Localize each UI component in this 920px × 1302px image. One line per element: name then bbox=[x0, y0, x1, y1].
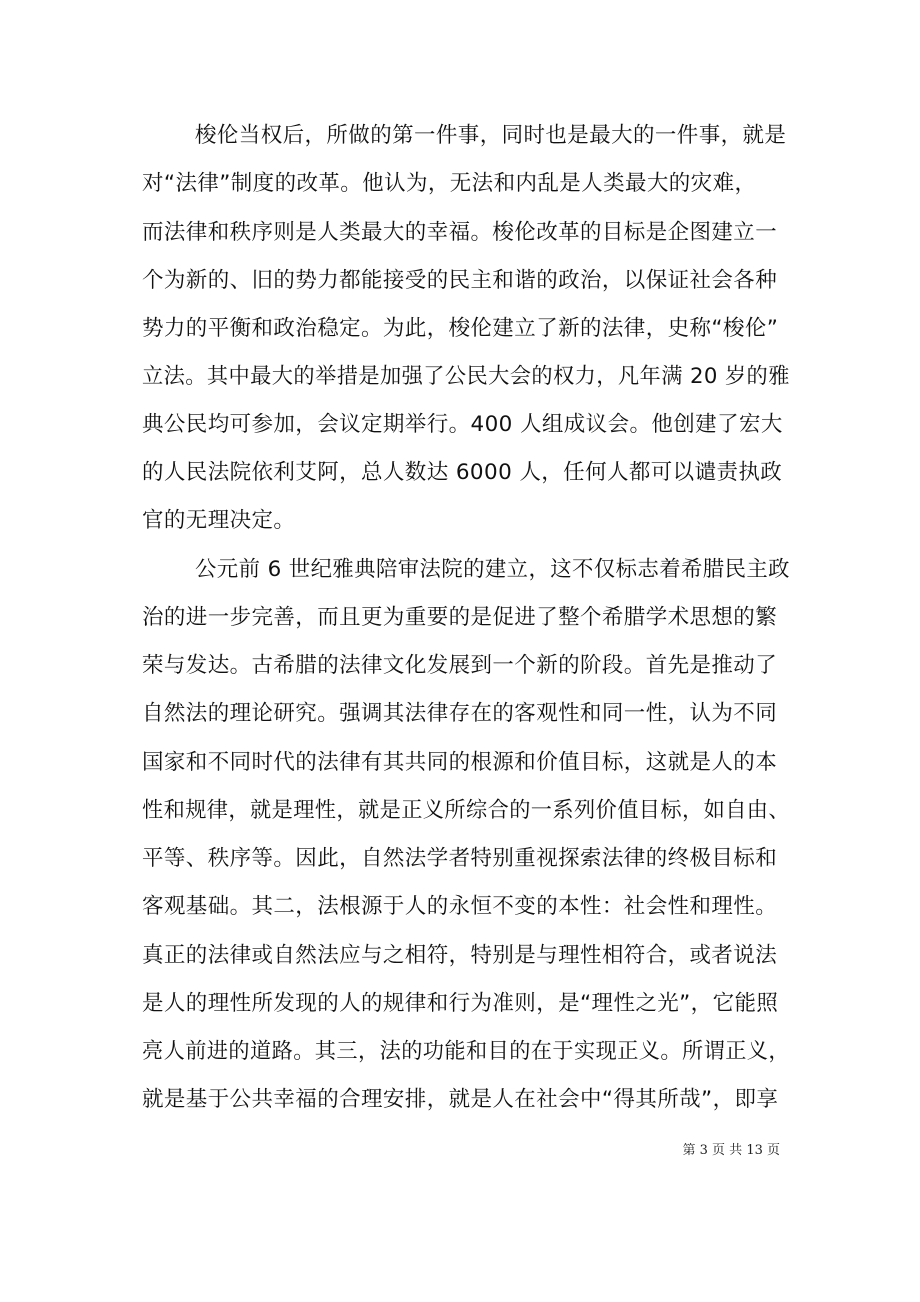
text-line: 平等、秩序等。因此，自然法学者特别重视探索法律的终极目标和 bbox=[142, 846, 778, 871]
text-line: 治的进一步完善，而且更为重要的是促进了整个希腊学术思想的繁 bbox=[142, 605, 778, 630]
text-line: 真正的法律或自然法应与之相符，特别是与理性相符合，或者说法 bbox=[142, 943, 778, 968]
text-line: 是人的理性所发现的人的规律和行为准则，是“理性之光”，它能照 bbox=[142, 991, 779, 1016]
text-line: 亮人前进的道路。其三，法的功能和目的在于实现正义。所谓正义， bbox=[142, 1039, 791, 1064]
text-line: 性和规律，就是理性，就是正义所综合的一系列价值目标，如自由、 bbox=[142, 798, 791, 823]
text-line: 就是基于公共幸福的合理安排，就是人在社会中“得其所哉”，即享 bbox=[142, 1087, 779, 1112]
text-line: 国家和不同时代的法律有其共同的根源和价值目标，这就是人的本 bbox=[142, 750, 778, 775]
text-line: 梭伦当权后，所做的第一件事，同时也是最大的一件事，就是 bbox=[195, 123, 787, 148]
text-line: 荣与发达。古希腊的法律文化发展到一个新的阶段。首先是推动了 bbox=[142, 653, 778, 678]
text-line: 典公民均可参加，会议定期举行。400 人组成议会。他创建了宏大 bbox=[142, 412, 783, 437]
text-line: 公元前 6 世纪雅典陪审法院的建立，这不仅标志着希腊民主政 bbox=[195, 557, 790, 582]
text-line: 的人民法院依利艾阿，总人数达 6000 人，任何人都可以谴责执政 bbox=[142, 460, 783, 485]
text-line: 立法。其中最大的举措是加强了公民大会的权力，凡年满 20 岁的雅 bbox=[142, 364, 790, 389]
text-line: 对“法律”制度的改革。他认为，无法和内乱是人类最大的灾难， bbox=[142, 171, 757, 196]
text-line: 个为新的、旧的势力都能接受的民主和谐的政治，以保证社会各种 bbox=[142, 268, 778, 293]
text-line: 而法律和秩序则是人类最大的幸福。梭伦改革的目标是企图建立一 bbox=[142, 220, 778, 245]
text-line: 客观基础。其二，法根源于人的永恒不变的本性：社会性和理性。 bbox=[142, 894, 778, 919]
page-number-footer: 第 3 页 共 13 页 bbox=[682, 1143, 780, 1158]
text-line: 官的无理决定。 bbox=[142, 508, 296, 533]
text-line: 自然法的理论研究。强调其法律存在的客观性和同一性，认为不同 bbox=[142, 701, 778, 726]
text-line: 势力的平衡和政治稳定。为此，梭伦建立了新的法律，史称“梭伦” bbox=[142, 316, 779, 341]
